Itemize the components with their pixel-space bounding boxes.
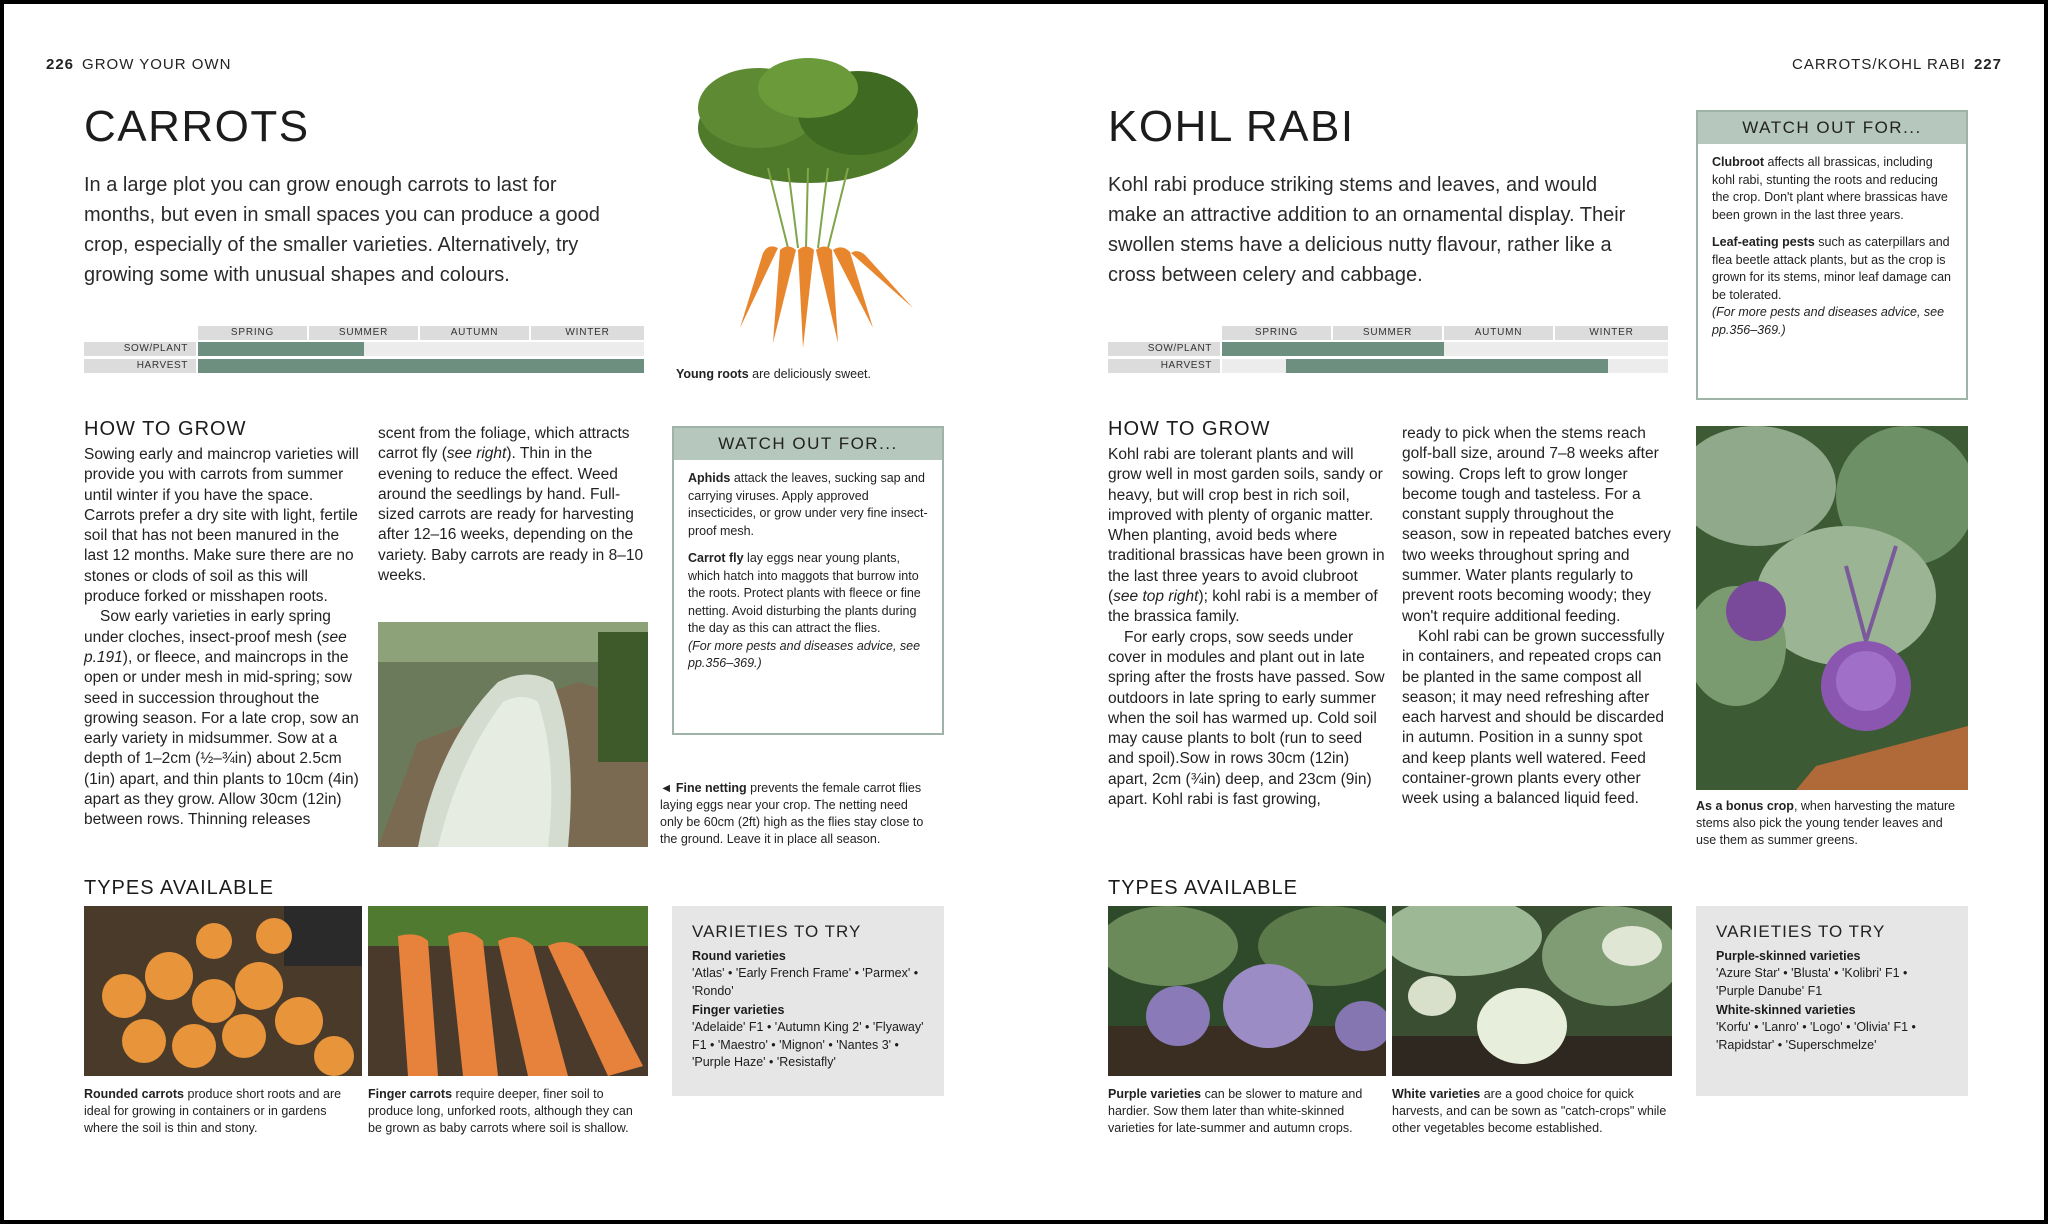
- caption-bold: As a bonus crop: [1696, 799, 1794, 813]
- caption-bold: Young roots: [676, 367, 749, 381]
- caption-bold: Purple varieties: [1108, 1087, 1202, 1101]
- variety-group-title: White-skinned varieties: [1716, 1003, 1856, 1017]
- planting-calendar-kohl-rabi: [1108, 326, 1672, 378]
- finger-carrots-photo: [368, 906, 648, 1076]
- paragraph: For early crops, sow seeds under cover in modules and plant out in late spring after the frosts have passed. Sow outdoors in late spring to early summer when the soil has warmed up. Cold soil may cause plants to bolt (run to seed and spoil).Sow in rows 30cm (12in) apart, 2cm (¾in) deep, and 23cm (9in) apart. Kohl rabi is fast growing,: [1108, 628, 1385, 809]
- page-title-carrots: CARROTS: [84, 102, 310, 151]
- how-to-grow-heading-carrots: HOW TO GROW: [84, 418, 247, 440]
- pest-reference: (For more pests and diseases advice, see pp.356–369.): [1712, 305, 1945, 337]
- intro-carrots: In a large plot you can grow enough carrots to last for months, but even in small spaces you can produce a good crop, especially of the smaller varieties. Alternatively, try growing some with unusual shapes and colours.: [84, 174, 600, 286]
- finger-carrots-caption: [368, 1086, 646, 1137]
- season-label: AUTUMN: [1444, 326, 1553, 340]
- varieties-box-kohl-rabi: [1696, 906, 1968, 1096]
- caption-text: produce short roots and are ideal for growing in containers or in gardens where the soil is thin and stony.: [84, 1087, 342, 1135]
- how-to-grow-col2-kohl-rabi: [1402, 424, 1672, 810]
- season-label: SUMMER: [1333, 326, 1442, 340]
- caption-text: , when harvesting the mature stems also pick the young tender leaves and use them as summer greens.: [1696, 799, 1956, 847]
- caption-text: are a good choice for quick harvests, and can be sown as "catch-crops" while other vegetables become established.: [1392, 1087, 1667, 1135]
- watch-out-box-kohl-rabi: [1696, 110, 1968, 400]
- varieties-heading: VARIETIES TO TRY: [692, 922, 862, 941]
- text-span: ). Thin in the evening to reduce the effect. Weed around the seedlings by hand. Full-sized carrots are ready for harvesting after 12–16 weeks, depending on the variety. Baby carrots are ready in 8–10 weeks.: [378, 445, 644, 585]
- pest-text: affects all brassicas, including kohl rabi, stunting the roots and reducing the crop. Don't plant where brassicas have been grown in the last three years.: [1712, 155, 1948, 222]
- pest-text: lay eggs near young plants, which hatch into maggots that burrow into the roots. Protect plants with fleece or fine netting. Avoid disturbing the plants during the day as this can attract the flies.: [688, 551, 921, 635]
- harvest-bar: [198, 359, 644, 373]
- types-available-heading-kohl-rabi: TYPES AVAILABLE: [1108, 877, 1298, 899]
- pest-name: Carrot fly: [688, 551, 744, 565]
- watch-out-heading: WATCH OUT FOR...: [1698, 112, 1966, 144]
- watch-out-body: [1698, 144, 1966, 359]
- row-label: HARVEST: [84, 359, 196, 373]
- season-label: SPRING: [198, 326, 307, 340]
- page-number-left: 226: [46, 56, 75, 73]
- pest-name: Clubroot: [1712, 155, 1765, 169]
- variety-list: 'Azure Star' • 'Blusta' • 'Kolibri' F1 • 'Purple Danube' F1: [1716, 966, 1908, 998]
- pest-text: attack the leaves, sucking sap and carrying viruses. Apply approved insecticides, or grow under very fine insect-proof mesh.: [688, 471, 928, 538]
- pest-reference: (For more pests and diseases advice, see pp.356–369.): [688, 638, 921, 670]
- cross-reference: see p.191: [84, 628, 347, 666]
- watch-out-box-carrots: [672, 426, 944, 735]
- intro-kohl-rabi: Kohl rabi produce striking stems and leaves, and would make an attractive addition to an ornamental display. Their swollen stems have a delicious nutty flavour, rather like a cross between celery and cabbage.: [1108, 174, 1626, 286]
- varieties-heading: VARIETIES TO TRY: [1716, 922, 1886, 941]
- caption-bold: White varieties: [1392, 1087, 1481, 1101]
- text-span: scent from the foliage, which attracts carrot fly (: [378, 425, 630, 463]
- paragraph: Kohl rabi can be grown successfully in containers, and repeated crops can be planted in the same compost all season; it may need refreshing after each harvest and should be discarded in autumn. Position in a sunny spot and keep plants well watered. Feed container-grown plants every other week using a balanced liquid feed.: [1402, 627, 1665, 808]
- sow-plant-bar: [1222, 342, 1444, 356]
- pest-text: such as caterpillars and flea beetle attack plants, but as the crop is grown for its stems, minor leaf damage can be tolerated.: [1712, 235, 1951, 302]
- how-to-grow-col1-carrots: [84, 445, 362, 831]
- book-spread: [4, 4, 2044, 1220]
- variety-group-title: Purple-skinned varieties: [1716, 949, 1861, 963]
- paragraph: Sowing early and maincrop varieties will provide you with carrots from summer until winter if you have the space. Carrots prefer a dry site with light, fertile soil that has not been manured in the last 12 months. Make sure there are no stones or clods of soil as this will produce forked or misshapen roots.: [84, 446, 359, 606]
- rounded-carrots-photo: [84, 906, 362, 1076]
- netting-caption: [660, 780, 930, 848]
- paragraph: [378, 424, 646, 586]
- how-to-grow-heading-kohl-rabi: HOW TO GROW: [1108, 418, 1271, 440]
- watch-out-body: [674, 460, 942, 693]
- text-span: ), or fleece, and maincrops in the open or under mesh in mid-spring; sow seed in succession throughout the growing season. For a late crop, sow an early variety in midsummer. Sow at a depth of 1–2cm (½–¾in) about 2.5cm (1in) apart, and thin plants to 10cm (4in) apart as they grow. Allow 30cm (12in) between rows. Thinning releases: [84, 648, 359, 829]
- season-label: WINTER: [1555, 326, 1668, 340]
- caption-text: require deeper, finer soil to produce long, unforked roots, although they can be grown as baby carrots where soil is shallow.: [368, 1087, 633, 1135]
- carrot-bunch-photo: [668, 58, 948, 358]
- page-number-right: 227: [1973, 56, 2002, 73]
- section-title-right: CARROTS/KOHL RABI: [1791, 56, 1966, 73]
- running-header-right: [1792, 56, 2002, 73]
- season-label: SPRING: [1222, 326, 1331, 340]
- rounded-carrots-caption: [84, 1086, 362, 1137]
- text-span: Kohl rabi are tolerant plants and will grow well in most garden soils, sandy or heavy, but will crop best in rich soil, improved with plenty of organic matter. When planting, avoid beds where traditional brassicas have been grown in the last three years to avoid clubroot (: [1108, 446, 1385, 606]
- hero-caption-carrots: [676, 366, 871, 383]
- cross-reference: see top right: [1113, 588, 1199, 606]
- page-title-kohl-rabi: KOHL RABI: [1108, 102, 1355, 151]
- section-title-left: GROW YOUR OWN: [82, 56, 232, 73]
- variety-list: 'Adelaide' F1 • 'Autumn King 2' • 'Flyaway' F1 • 'Maestro' • 'Mignon' • 'Nantes 3' • 'Purple Haze' • 'Resistafly': [692, 1020, 924, 1069]
- purple-kohl-rabi-photo: [1108, 906, 1386, 1076]
- season-label: WINTER: [531, 326, 644, 340]
- fine-netting-photo: [378, 622, 648, 847]
- variety-group-title: Round varieties: [692, 949, 786, 963]
- caption-text: are deliciously sweet.: [748, 367, 871, 381]
- pest-item: [688, 550, 928, 638]
- caption-text: can be slower to mature and hardier. Sow them later than white-skinned varieties for late-summer and autumn crops.: [1108, 1087, 1363, 1135]
- variety-list: 'Atlas' • 'Early French Frame' • 'Parmex' • 'Rondo': [692, 966, 919, 998]
- text-span: ); kohl rabi is a member of the brassica family.: [1108, 588, 1378, 626]
- season-label: AUTUMN: [420, 326, 529, 340]
- pest-name: Leaf-eating pests: [1712, 235, 1815, 249]
- harvest-bar: [1286, 359, 1608, 373]
- varieties-box-carrots: [672, 906, 944, 1096]
- caption-bold: Finger carrots: [368, 1087, 453, 1101]
- pest-item: [688, 470, 928, 540]
- pest-item: [1712, 234, 1952, 304]
- caption-text: prevents the female carrot flies laying eggs near your crop. The netting need only be 60cm (2ft) high as the flies stay close to the ground. Leave it in place all season.: [660, 781, 924, 846]
- kohl-rabi-plant-photo: [1696, 426, 1968, 790]
- paragraph: ready to pick when the stems reach golf-ball size, around 7–8 weeks after sowing. Crops left to grow longer become tough and tasteless. For a constant supply throughout the season, sow in repeated batches every two weeks throughout spring and summer. Water plants regularly to prevent roots becoming woody; they won't require additional feeding.: [1402, 425, 1671, 625]
- how-to-grow-col1-kohl-rabi: [1108, 445, 1388, 810]
- paragraph: [84, 607, 362, 830]
- text-span: Sow early varieties in early spring under cloches, insect-proof mesh (: [84, 608, 331, 646]
- purple-varieties-caption: [1108, 1086, 1386, 1137]
- cross-reference: see right: [446, 445, 507, 463]
- row-label: SOW/PLANT: [1108, 342, 1220, 356]
- variety-group-title: Finger varieties: [692, 1003, 785, 1017]
- watch-out-heading: WATCH OUT FOR...: [674, 428, 942, 460]
- caption-bold: Fine netting: [675, 781, 747, 795]
- sow-plant-bar: [198, 342, 364, 356]
- paragraph: [1108, 445, 1388, 628]
- variety-list: 'Korfu' • 'Lanro' • 'Logo' • 'Olivia' F1 • 'Rapidstar' • 'Superschmelze': [1716, 1020, 1916, 1052]
- arrow-icon: ◄: [660, 781, 673, 795]
- pest-name: Aphids: [688, 471, 731, 485]
- season-label: SUMMER: [309, 326, 418, 340]
- row-label: SOW/PLANT: [84, 342, 196, 356]
- row-label: HARVEST: [1108, 359, 1220, 373]
- types-available-heading-carrots: TYPES AVAILABLE: [84, 877, 274, 899]
- caption-bold: Rounded carrots: [84, 1087, 185, 1101]
- white-varieties-caption: [1392, 1086, 1670, 1137]
- running-header-left: [46, 56, 231, 73]
- how-to-grow-col2-carrots: [378, 424, 646, 586]
- white-kohl-rabi-photo: [1392, 906, 1672, 1076]
- planting-calendar-carrots: [84, 326, 648, 378]
- pest-item: [1712, 154, 1952, 224]
- bonus-crop-caption: [1696, 798, 1966, 849]
